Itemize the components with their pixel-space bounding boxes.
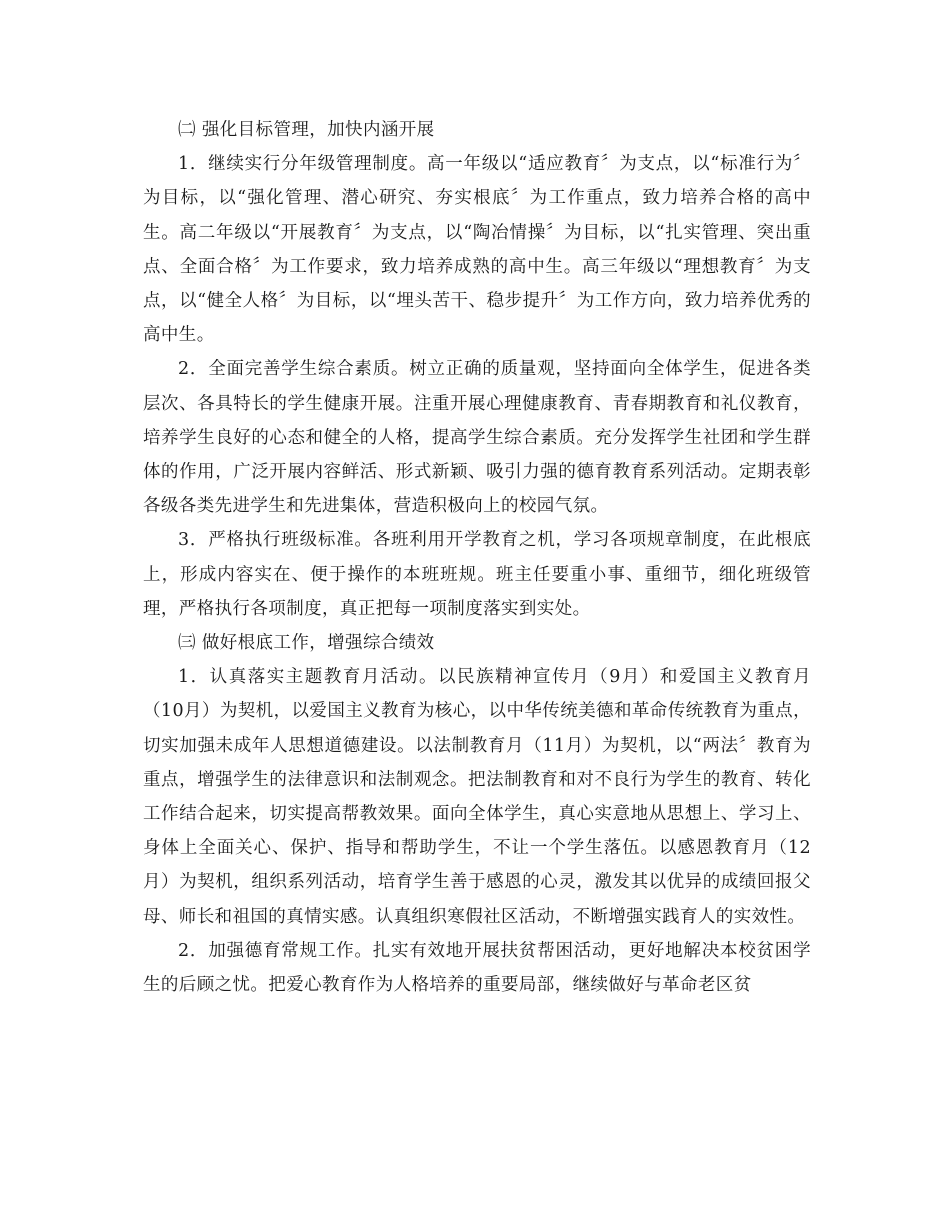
paragraph-class-standards: 3．严格执行班级标准。各班利用开学教育之机，学习各项规章制度，在此根底上，形成内容实在、便于操作的本班班规。班主任要重小事、重细节，细化班级管理，严格执行各项制度，真正把每一项制度落实到实处。 — [143, 530, 811, 619]
paragraph-moral-routine: 2．加强德育常规工作。扎实有效地开展扶贫帮困活动，更好地解决本校贫困学生的后顾之忧。把爱心教育作为人格培养的重要局部，继续做好与革命老区贫 — [143, 940, 811, 996]
document-body — [143, 113, 811, 1002]
paragraph-grade-management: 1．继续实行分年级管理制度。高一年级以“适应教育〞为支点，以“标准行为〞为目标，以“强化管理、潜心研究、夯实根底〞为工作重点，致力培养合格的高中生。高二年级以“开展教育〞为支点，以“陶冶情操〞为目标，以“扎实管理、突出重点、全面合格〞为工作要求，致力培养成熟的高中生。高三年级以“理想教育〞为支点，以“健全人格〞为目标，以“埋头苦干、稳步提升〞为工作方向，致力培养优秀的高中生。 — [143, 154, 811, 346]
section-heading-3: ㈢ 做好根底工作，增强综合绩效 — [178, 633, 435, 654]
section-heading-2: ㈡ 强化目标管理，加快内涵开展 — [178, 120, 435, 140]
paragraph-theme-months: 1．认真落实主题教育月活动。以民族精神宣传月（9月）和爱国主义教育月（10月）为契机，以爱国主义教育为核心，以中华传统美德和革命传统教育为重点，切实加强未成年人思想道德建设。以法制教育月（11月）为契机，以“两法〞教育为重点，增强学生的法律意识和法制观念。把法制教育和对不良行为学生的教育、转化工作结合起来，切实提高帮教效果。面向全体学生，真心实意地从思想上、学习上、身体上全面关心、保护、指导和帮助学生，不让一个学生落伍。以感恩教育月（12月）为契机，组织系列活动，培育学生善于感恩的心灵，激发其以优异的成绩回报父母、师长和祖国的真情实感。认真组织寒假社区活动，不断增强实践育人的实效性。 — [143, 667, 811, 927]
paragraph-student-quality: 2．全面完善学生综合素质。树立正确的质量观，坚持面向全体学生，促进各类层次、各具特长的学生健康开展。注重开展心理健康教育、青春期教育和礼仪教育，培养学生良好的心态和健全的人格，提高学生综合素质。充分发挥学生社团和学生群体的作用，广泛开展内容鲜活、形式新颖、吸引力强的德育教育系列活动。定期表彰各级各类先进学生和先进集体，营造积极向上的校园气氛。 — [143, 359, 811, 517]
